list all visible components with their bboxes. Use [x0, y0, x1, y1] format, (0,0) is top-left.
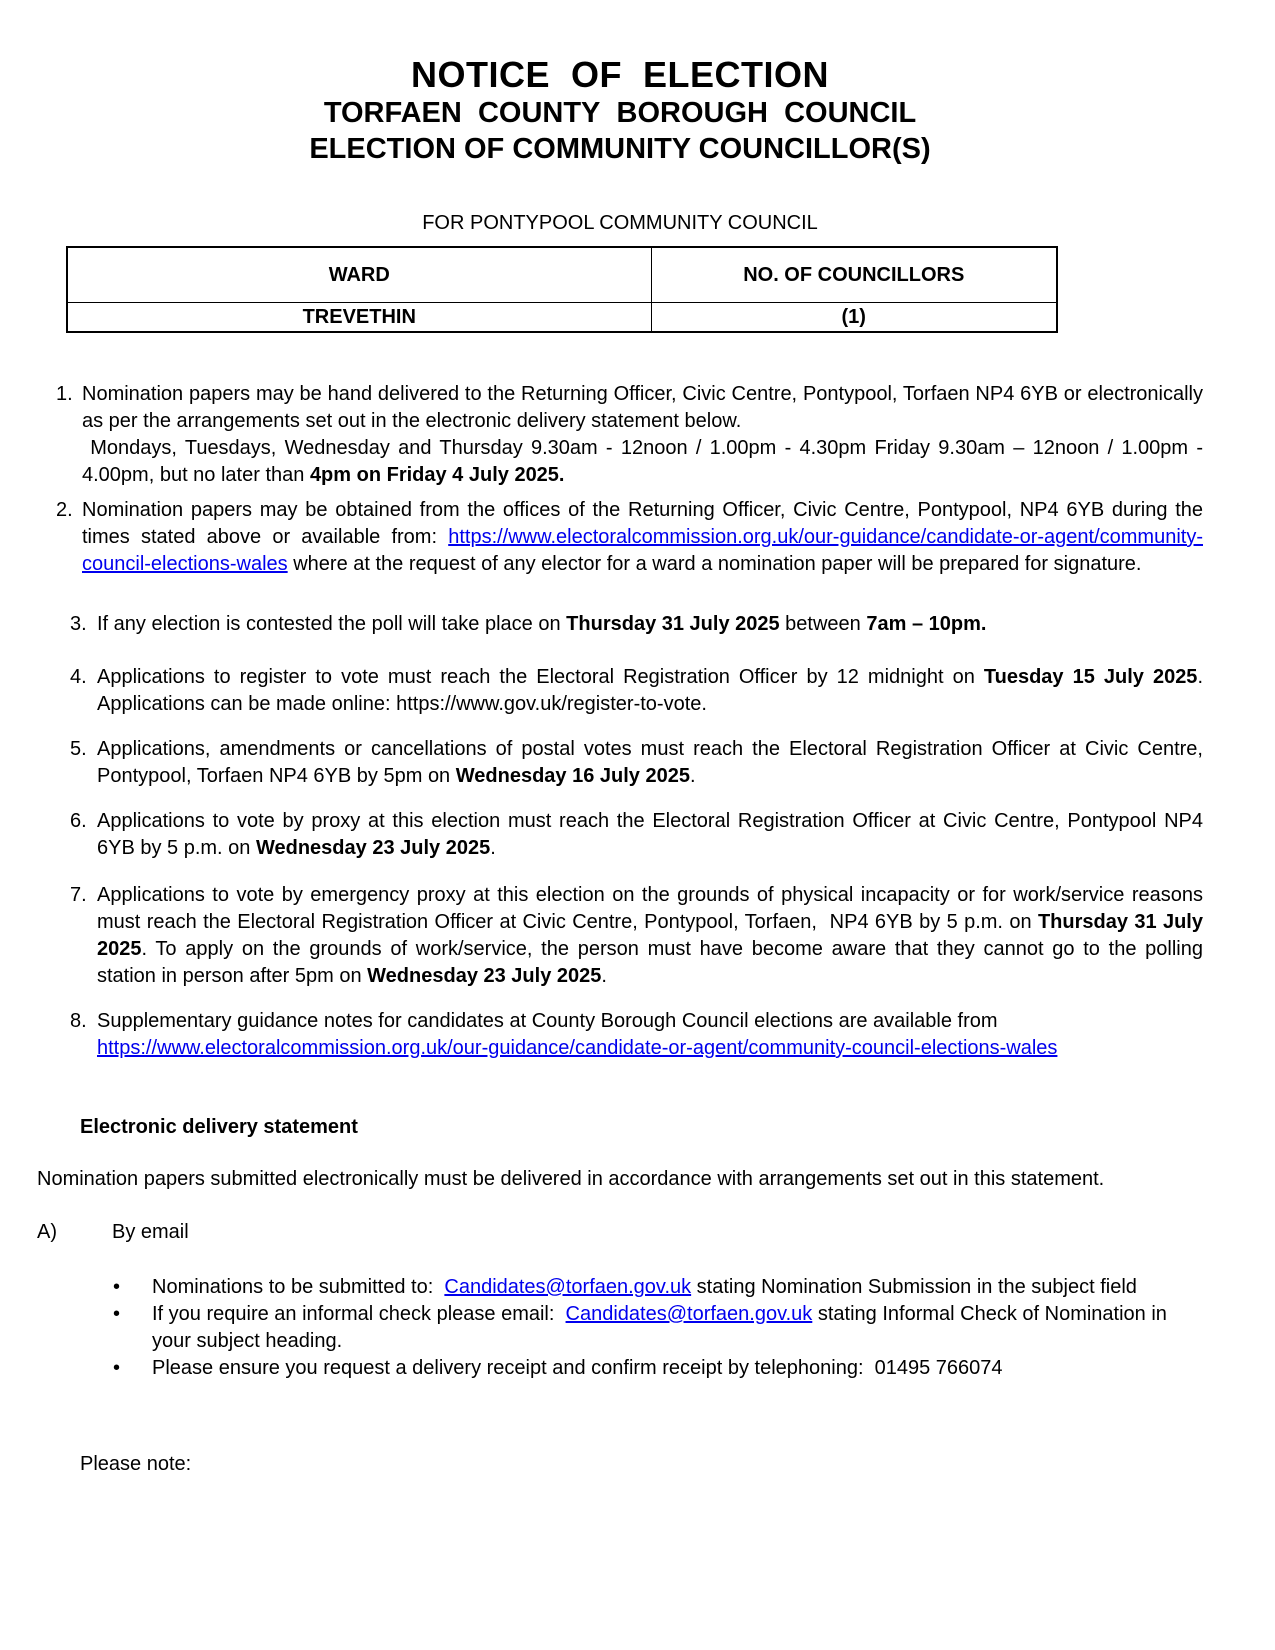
- item-4-run-3: . Applications can be made online: https://www.gov.uk/register-to-vote.: [97, 666, 1203, 715]
- bullet-3-text: Please ensure you request a delivery receipt and confirm receipt by telephoning: 01495 766074: [152, 1357, 1003, 1379]
- item-1-text: [82, 381, 1203, 489]
- bullet-icon: •: [113, 1303, 121, 1325]
- item-1-deadline: 4pm on Friday 4 July 2025.: [309, 464, 565, 486]
- item-3-poll-date: Thursday 31 July 2025: [566, 613, 780, 635]
- election-type: ELECTION OF COMMUNITY COUNCILLOR(S): [309, 133, 931, 165]
- item-7-run-3: . To apply on the grounds of work/service, the person must have become aware that they cannot go to the polling station in person after 5pm on: [97, 938, 1203, 987]
- item-3-run-3: between: [779, 613, 867, 635]
- table-row: [67, 303, 1057, 333]
- notice-list: [37, 381, 1203, 1062]
- notice-item-3: [37, 611, 1203, 638]
- item-7-deadline-1: Thursday 31 July 2025: [97, 911, 1203, 960]
- document-header: [37, 0, 1203, 167]
- guidance-notes-link[interactable]: https://www.electoralcommission.org.uk/our-guidance/candidate-or-agent/community-council-elections-wales: [97, 1037, 1058, 1059]
- item-1-number: 1.: [56, 383, 73, 405]
- bullet-icon: •: [113, 1357, 121, 1379]
- notice-title: NOTICE OF ELECTION: [410, 54, 829, 95]
- candidates-email-link-1[interactable]: Candidates@torfaen.gov.uk: [444, 1276, 692, 1298]
- column-header-councillors: NO. OF COUNCILLORS: [651, 247, 1057, 303]
- notice-item-1: [37, 381, 1203, 489]
- bullet-2-text-post: stating Informal Check of Nomination in your subject heading.: [152, 1303, 1167, 1352]
- section-a-by-email: [37, 1219, 1203, 1246]
- please-note-label: Please note:: [80, 1453, 192, 1475]
- item-2-run-1: Nomination papers may be obtained from the offices of the Returning Officer, Civic Centre, Pontypool, NP4 6YB during the times stated above or available from:: [82, 499, 1203, 548]
- item-5-text: [97, 736, 1203, 790]
- item-5-run-1: Applications, amendments or cancellations of postal votes must reach the Electoral Registration Officer at Civic Centre, Pontypool, Torfaen NP4 6YB by 5pm on: [97, 738, 1203, 787]
- item-2-number: 2.: [56, 499, 73, 521]
- bullet-1-text-post: stating Nomination Submission in the subject field: [691, 1276, 1137, 1298]
- item-7-run-1: Applications to vote by emergency proxy at this election on the grounds of physical incapacity or for work/service reasons must reach the Electoral Registration Officer at Civic Centre, Pontypool, Torfaen, NP4 6YB by 5 p.m. on: [97, 884, 1203, 933]
- section-a-title: By email: [112, 1221, 189, 1243]
- electronic-delivery-intro: Nomination papers submitted electronically must be delivered in accordance with arrangements set out in this statement.: [37, 1168, 1105, 1190]
- item-4-number: 4.: [70, 666, 87, 688]
- item-7-number: 7.: [70, 884, 87, 906]
- notice-item-2: [37, 497, 1203, 578]
- notice-item-5: [37, 736, 1203, 790]
- item-8-text: [97, 1008, 1203, 1062]
- item-7-deadline-2: Wednesday 23 July 2025: [367, 965, 602, 987]
- email-bullet-list: [37, 1274, 1203, 1382]
- item-3-run-1: If any election is contested the poll will take place on: [97, 613, 567, 635]
- candidates-email-link-2[interactable]: Candidates@torfaen.gov.uk: [565, 1303, 813, 1325]
- notice-item-6: [37, 808, 1203, 862]
- item-3-poll-hours: 7am – 10pm.: [866, 613, 987, 635]
- electoral-commission-link[interactable]: https://www.electoralcommission.org.uk/our-guidance/candidate-or-agent/community-council-elections-wales: [82, 526, 1203, 575]
- item-3-text: [97, 611, 1203, 638]
- column-header-ward: WARD: [67, 247, 651, 303]
- item-2-run-3: where at the request of any elector for a ward a nomination paper will be prepared for signature.: [287, 553, 1142, 575]
- item-7-run-5: .: [601, 965, 607, 987]
- notice-item-7: [37, 882, 1203, 990]
- bullet-icon: •: [113, 1276, 121, 1298]
- bullet-item-delivery-receipt: [37, 1355, 1203, 1382]
- item-5-deadline: Wednesday 16 July 2025: [455, 765, 690, 787]
- bullet-1-text: Nominations to be submitted to:: [152, 1276, 445, 1298]
- notice-item-8: [37, 1008, 1203, 1062]
- item-4-deadline: Tuesday 15 July 2025: [983, 666, 1198, 688]
- item-6-run-1: Applications to vote by proxy at this election must reach the Electoral Registration Officer at Civic Centre, Pontypool NP4 6YB by 5 p.m. on: [97, 810, 1203, 859]
- item-8-run-1: Supplementary guidance notes for candidates at County Borough Council elections are available from: [97, 1010, 998, 1032]
- ward-table: [66, 246, 1058, 333]
- item-6-run-3: .: [490, 837, 496, 859]
- electronic-delivery-heading: Electronic delivery statement: [80, 1116, 358, 1138]
- table-header-row: [67, 247, 1057, 303]
- item-5-run-3: .: [689, 765, 696, 787]
- item-4-text: [97, 664, 1203, 718]
- item-6-number: 6.: [70, 810, 87, 832]
- bullet-2-text: If you require an informal check please email:: [152, 1303, 566, 1325]
- notice-item-4: [37, 664, 1203, 718]
- section-a-label: A): [37, 1221, 57, 1243]
- bullet-item-informal-check: [37, 1301, 1203, 1355]
- item-6-deadline: Wednesday 23 July 2025: [255, 837, 491, 859]
- ward-name-cell: TREVETHIN: [67, 303, 651, 333]
- item-6-text: [97, 808, 1203, 862]
- item-5-number: 5.: [70, 738, 87, 760]
- item-1-run-1: Nomination papers may be hand delivered to the Returning Officer, Civic Centre, Pontypool, Torfaen NP4 6YB or electronically as per the arrangements set out in the electronic delivery statement below.: [82, 383, 1203, 432]
- item-3-number: 3.: [70, 613, 87, 635]
- bullet-item-nominations: [37, 1274, 1203, 1301]
- item-4-run-1: Applications to register to vote must reach the Electoral Registration Officer by 12 midnight on: [97, 666, 984, 688]
- item-1-run-2: Mondays, Tuesdays, Wednesday and Thursday 9.30am - 12noon / 1.00pm - 4.30pm Friday 9.30am – 12noon / 1.00pm - 4.00pm, but no later than: [82, 437, 1203, 486]
- table-caption: FOR PONTYPOOL COMMUNITY COUNCIL: [422, 212, 818, 234]
- item-2-text: [82, 497, 1203, 578]
- councillor-count-cell: (1): [651, 303, 1057, 333]
- council-name: TORFAEN COUNTY BOROUGH COUNCIL: [323, 97, 917, 129]
- item-8-number: 8.: [70, 1010, 87, 1032]
- item-7-text: [97, 882, 1203, 990]
